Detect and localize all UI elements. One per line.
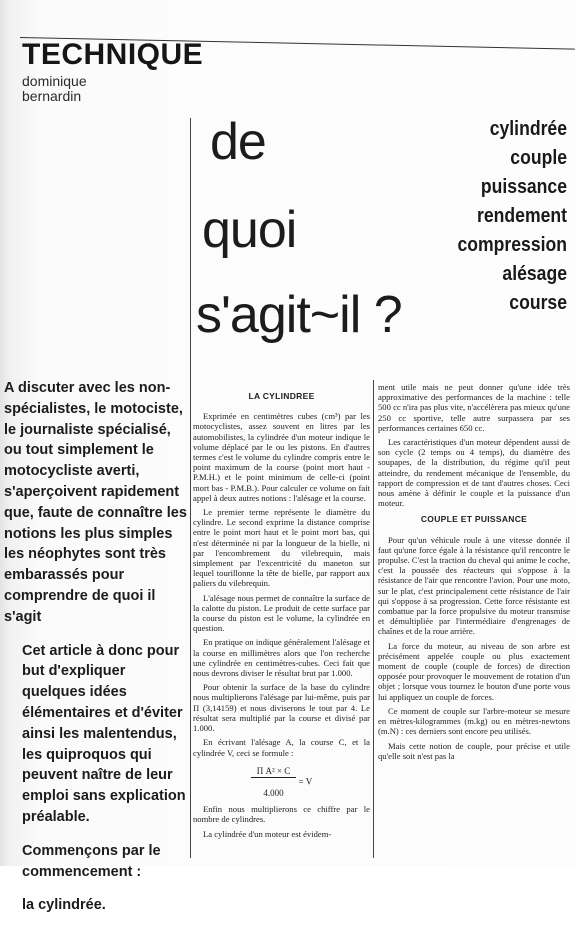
headline-line-3: s'agit~il ?: [196, 286, 402, 344]
keyword: puissance: [480, 176, 567, 198]
column-divider-left: [190, 118, 191, 858]
volume-formula: [193, 766, 370, 798]
body-paragraph: La cylindrée d'un moteur est évidem-: [203, 828, 332, 839]
intro-text: [4, 378, 190, 929]
intro-paragraph: A discuter avec les non-spécialistes, le motociste, le journaliste spécialisé, ou tout simplement le motocycliste averti, s'aperçoivent rapidement que, faute de connaître les notions les plus simples les néophytes sont très embarassés pour comprendre de quoi il s'agit: [4, 380, 187, 625]
body-paragraph: La force du moteur, au niveau de son arbre est précisément appelée couple ou plus exactement moment de couple (couple de forces) de direction opposée pour provoquer le mouvement de rotation d'un objet ; lorsque vous tournez le bouton d'une porte vous lui appliquez un couple de forces.: [378, 640, 570, 702]
formula-denominator: 4.000: [263, 787, 284, 798]
body-paragraph: Enfin nous multiplierons ce chiffre par le nombre de cylindres.: [193, 804, 370, 825]
section-heading-couple: COUPLE ET PUISSANCE: [420, 514, 528, 525]
body-paragraph: En écrivant l'alésage A, la course C, et la cylindrée V, ceci se formule :: [193, 737, 370, 758]
body-paragraph: Exprimée en centimètres cubes (cm³) par les motocyclistes, assez souvent en litres par les automobilistes, la cylindrée d'un moteur indique le volume déplacé par le ou les pistons. En d'autres termes c'est le volume du cylindre compris entre le point maximum de la course (point mort haut - P.M.H.) et le point minimum de celle-ci (point mort bas - P.M.B.). Pour calculer ce volume on fait appel à deux autres notions : l'alésage et la course.: [193, 411, 370, 503]
body-paragraph: Le premier terme représente le diamètre du cylindre. Le second exprime la distance comprise entre le point mort haut et le point mort bas, qui n'est déterminée ni par la longueur de la bielle, ni par l'encombrement du vilebrequin, mais simplement par l'excentricité du maneton sur lequel tourillonne la tête de bielle, par rapport aux paliers du vilebrequin.: [193, 507, 370, 589]
body-paragraph: En pratique on indique généralement l'alésage et la course en millimètres alors que l'on recherche une cylindrée en centimètres-cubes. Ceci fait que nous devrons diviser le résultat brut par 1.000.: [193, 637, 370, 679]
intro-paragraph: Cet article à donc pour but d'expliquer quelques idées élémentaires et d'éviter ainsi les malentendus, les quiproquos qui peuvent naître de leur emploi sans explication préalable.: [22, 642, 186, 825]
body-paragraph: L'alésage nous permet de connaître la surface de la calotte du piston. Le produit de cette surface par la course du piston est le volume, la cylindrée en question.: [193, 592, 370, 634]
author-last-name: bernardin: [22, 88, 82, 104]
body-paragraph: Mais cette notion de couple, pour précise et utile qu'elle soit n'est pas la: [378, 740, 570, 761]
keyword: compression: [457, 234, 567, 256]
formula-numerator: Π A² × C: [251, 766, 297, 778]
author-first-name: dominique: [22, 73, 87, 89]
body-paragraph: Pour qu'un véhicule roule à une vitesse donnée il faut qu'une force égale à la résistance qu'il rencontre le propulse. C'est la traction du cheval qui anime le coche, c'est la poussée des réacteurs qui s'oppose à la résistance de l'air que rencontre l'avion. Pour une moto, sur le plat, c'est principalement cette résistance de l'air qui s'oppose à sa progression. Cette force résistante est combattue par la force propulsive du moteur transmise et démultipliée par l'intermédiaire d'engrenages de chaînes et de la roue arrière.: [378, 534, 570, 637]
keyword: couple: [510, 147, 567, 169]
headline-line-1: de: [210, 113, 266, 171]
keyword-list: [347, 115, 567, 318]
article-column-2: [378, 382, 570, 765]
article-column-1: [193, 385, 370, 843]
intro-paragraph: la cylindrée.: [22, 897, 106, 914]
author-name: [22, 74, 87, 104]
intro-paragraph: Commençons par le commencement :: [22, 842, 161, 880]
body-paragraph: Les caractéristiques d'un moteur dépendent aussi de son cycle (2 temps ou 4 temps), du diamètre des soupapes, de la distribution, du régime qu'il peut atteindre, du rendement mécanique de l'ensemble, du rapport de compression et de tant d'autres choses. Ceci nous amène à définir le couple et la puissance d'un moteur.: [378, 437, 570, 509]
body-paragraph: Ce moment de couple sur l'arbre-moteur se mesure en mètres-kilogrammes (m.kg) ou en mètres-newtons (m.N) : ces derniers sont encore peu utilisés.: [378, 705, 570, 737]
keyword: cylindrée: [489, 118, 567, 140]
section-title: TECHNIQUE: [22, 38, 204, 71]
body-paragraph: ment utile mais ne peut donner qu'une idée très approximative des performances de la machine : telle 500 cc n'ira pas plus vite, n'accélèrera pas mieux qu'une 250 cc sportive, telle autre surpassera par ses performances certaines 650 cc.: [378, 382, 570, 433]
keyword: rendement: [477, 205, 567, 227]
headline-line-2: quoi: [202, 201, 297, 259]
keyword: alésage: [502, 263, 567, 285]
column-divider-right: [373, 380, 374, 858]
section-heading-cylindree: LA CYLINDREE: [248, 391, 315, 401]
formula-result: = V: [298, 775, 313, 786]
keyword: course: [509, 292, 567, 314]
body-paragraph: Pour obtenir la surface de la base du cylindre nous multiplierons l'alésage par lui-même, puis par Π (3,14159) et nous diviserons le tout par 4. Le résultat sera multiplié par la course et divisé par 1.000.: [193, 682, 370, 734]
